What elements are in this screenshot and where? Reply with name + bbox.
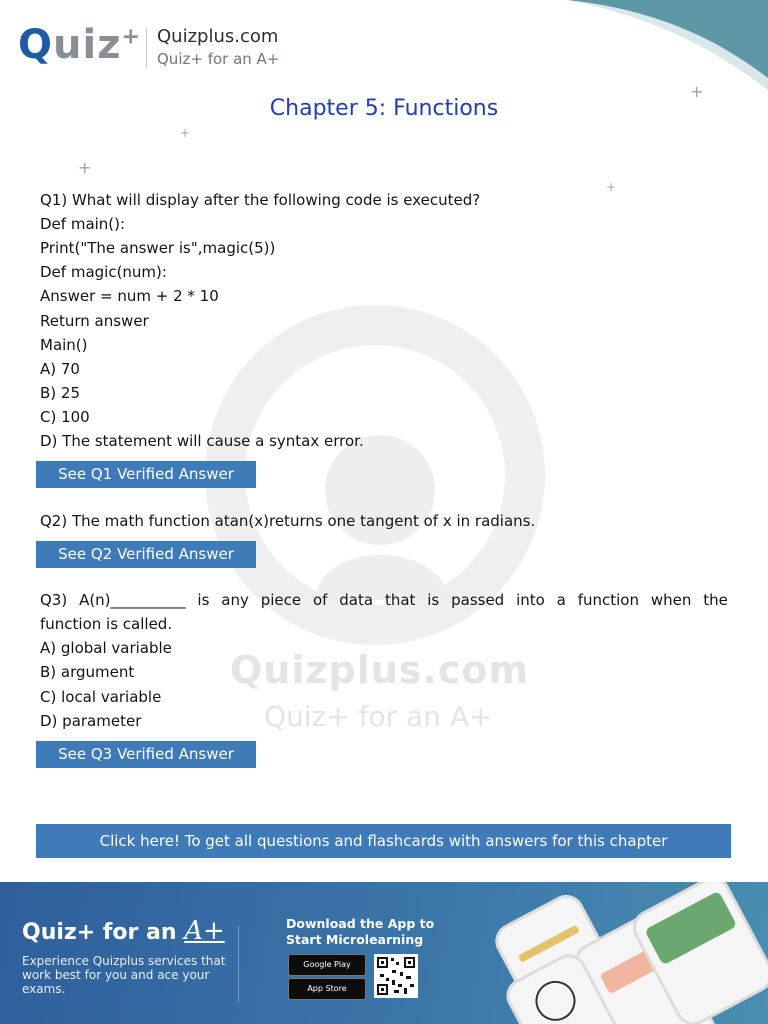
q3-option: A) global variable [40,639,172,657]
chapter-title: Chapter 5: Functions [269,96,499,121]
q1-line: Answer = num + 2 * 10 [40,287,219,305]
logo-divider [146,28,147,68]
q3-word: data [339,591,374,609]
q1-line: Return answer [40,312,149,330]
corner-decoration [568,0,768,90]
logo-plus: + [121,24,141,50]
q3-word: piece [260,591,302,609]
plus-decoration-icon: + [606,180,617,194]
footer-title [22,916,225,946]
footer-title-aplus: A+ [184,916,225,946]
footer-divider [238,926,239,1002]
plus-decoration-icon: + [180,126,191,140]
q3-word: function [577,591,639,609]
q1-option: A) 70 [40,360,80,378]
q2-question: Q2) The math function atan(x)returns one tangent of x in radians. [40,512,536,530]
footer-banner[interactable] [0,882,768,1024]
plus-decoration-icon: + [690,82,704,101]
q1-line: Q1) What will display after the following code is executed? [40,191,481,209]
q3-option: D) parameter [40,712,142,730]
q1-line: Print("The answer is",magic(5)) [40,239,276,257]
app-store-button[interactable]: App Store [288,978,366,1000]
footer-description: Experience Quizplus services that work best for you and ace your exams. [22,954,226,996]
google-play-button[interactable]: Google Play [288,954,366,976]
q1-option: D) The statement will cause a syntax error. [40,432,364,450]
quiz-logo[interactable] [18,22,141,68]
download-line-1: Download the App to [286,916,435,931]
q3-answer-button[interactable]: See Q3 Verified Answer [36,741,256,768]
q3-word: is [427,591,440,609]
download-line-2: Start Microlearning [286,932,424,947]
q1-line: Def magic(num): [40,263,167,281]
q3-word: into [516,591,545,609]
q3-word: passed [451,591,505,609]
q3-word: Q3) [40,591,68,609]
q3-word: of [312,591,328,609]
site-name: Quizplus.com [157,26,279,47]
q3-word: the [703,591,728,609]
q1-line: Main() [40,336,88,354]
footer-title-prefix: Quiz+ for an [22,920,177,945]
qr-code-icon[interactable] [374,954,418,998]
q3-option: B) argument [40,663,135,681]
q3-word: a [556,591,566,609]
watermark-site: Quizplus.com [230,648,530,692]
q1-answer-button[interactable]: See Q1 Verified Answer [36,461,256,488]
q3-word: is [197,591,210,609]
q3-word: when [650,591,692,609]
q1-line: Def main(): [40,215,126,233]
site-tagline: Quiz+ for an A+ [157,50,280,68]
q2-answer-button[interactable]: See Q2 Verified Answer [36,541,256,568]
q3-question-line [40,588,728,612]
q3-word: A(n)__________ [79,591,186,609]
q3-word: that [384,591,416,609]
plus-decoration-icon: + [78,158,92,177]
footer-download-text [286,916,446,948]
q3-line: function is called. [40,615,173,633]
watermark-tagline: Quiz+ for an A+ [264,700,493,733]
all-questions-cta-button[interactable]: Click here! To get all questions and flashcards with answers for this chapter [36,824,731,858]
logo-q: Q [18,22,54,68]
q1-option: C) 100 [40,408,90,426]
q3-option: C) local variable [40,688,162,706]
logo-uiz: uiz [53,22,122,68]
q3-word: any [221,591,249,609]
q1-option: B) 25 [40,384,80,402]
